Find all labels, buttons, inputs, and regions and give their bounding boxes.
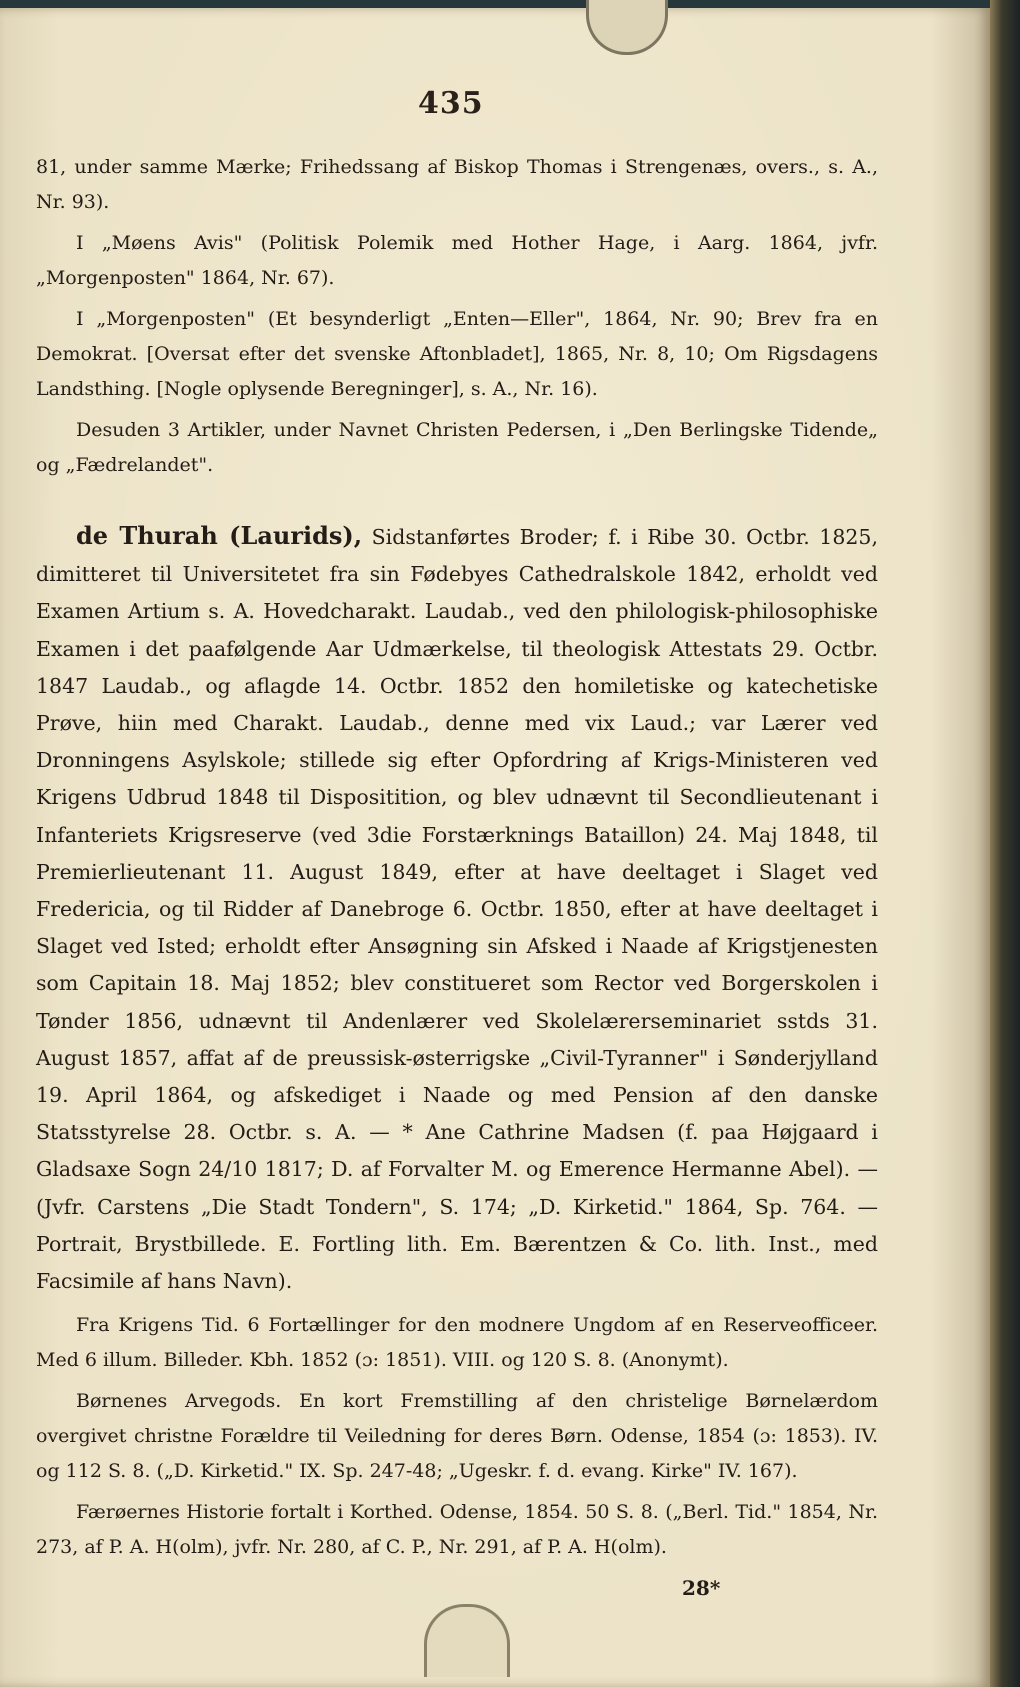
page-number: 435 (418, 86, 484, 121)
paragraph: I „Møens Avis" (Politisk Polemik med Hother Hage, i Aarg. 1864, jvfr. „Morgenposten" 1864, Nr. 67). (36, 232, 878, 289)
work-listing: Børnenes Arvegods. En kort Fremstilling af den christelige Børnelærdom overgivet christne Forældre til Veiledning for deres Børn. Odense, 1854 (ɔ: 1853). IV. og 112 S. 8. („D. Kirketid." IX. Sp. 247-48; „Ugeskr. f. d. evang. Kirke" IV. 167). (36, 1390, 878, 1483)
paragraph: Desuden 3 Artikler, under Navnet Christen Pedersen, i „Den Berlingske Tidende„ og „Fædrelandet". (36, 419, 878, 476)
biography-entry (36, 517, 878, 1300)
page-text (36, 150, 878, 1565)
paragraph: 81, under samme Mærke; Frihedssang af Biskop Thomas i Strengenæs, overs., s. A., Nr. 93). (36, 156, 878, 213)
work-listing: Færøernes Historie fortalt i Korthed. Odense, 1854. 50 S. 8. („Berl. Tid." 1854, Nr. 273, af P. A. H(olm), jvfr. Nr. 280, af C. P., Nr. 291, af P. A. H(olm). (36, 1501, 878, 1559)
paragraph: I „Morgenposten" (Et besynderligt „Enten—Eller", 1864, Nr. 90; Brev fra en Demokrat. [Oversat efter det svenske Aftonbladet], 1865, Nr. 8, 10; Om Rigsdagens Landsthing. [Nogle oplysende Beregninger], s. A., Nr. 16). (36, 308, 878, 400)
work-listing: Fra Krigens Tid. 6 Fortællinger for den modnere Ungdom af en Reserveofficeer. Med 6 illum. Billeder. Kbh. 1852 (ɔ: 1851). VIII. og 120 S. 8. (Anonymt). (36, 1314, 878, 1372)
entry-heading: de Thurah (Laurids), (76, 521, 363, 550)
binding-notch-bottom (424, 1604, 510, 1677)
printer-signature: 28* (682, 1576, 721, 1600)
entry-body: Sidstanførtes Broder; f. i Ribe 30. Octbr. 1825, dimitteret til Universitetet fra sin Fødebyes Cathedralskole 1842, erholdt ved Examen Artium s. A. Hovedcharakt. Laudab., ved den philologisk-philosophiske Examen i det paafølgende Aar Udmærkelse, til theologisk Attestats 29. Octbr. 1847 Laudab., og aflagde 14. Octbr. 1852 den homiletiske og katechetiske Prøve, hiin med Charakt. Laudab., denne med vix Laud.; var Lærer ved Dronningens Asylskole; stillede sig efter Opfordring af Krigs-Ministeren ved Krigens Udbrud 1848 til Dispositition, og blev udnævnt til Secondlieutenant i Infanteriets Krigsreserve (ved 3die Forstærknings Bataillon) 24. Maj 1848, til Premierlieutenant 11. August 1849, efter at have deeltaget i Slaget ved Fredericia, og til Ridder af Danebroge 6. Octbr. 1850, efter at have deeltaget i Slaget ved Isted; erholdt efter Ansøgning sin Afsked i Naade af Krigstjenesten som Capitain 18. Maj 1852; blev constitueret som Rector ved Borgerskolen i Tønder 1856, udnævnt til Andenlærer ved Skolelærerseminariet sstds 31. August 1857, affat af de preussisk-østerrigske „Civil-Tyranner" i Sønderjylland 19. April 1864, og afskediget i Naade og med Pension af den danske Statsstyrelse 28. Octbr. s. A. — * Ane Cathrine Madsen (f. paa Højgaard i Gladsaxe Sogn 24/10 1817; D. af Forvalter M. og Emerence Hermanne Abel). — (Jvfr. Carstens „Die Stadt Tondern", S. 174; „D. Kirketid." 1864, Sp. 764. — Portrait, Brystbillede. E. Fortling lith. Em. Bærentzen & Co. lith. Inst., med Facsimile af hans Navn). (36, 525, 878, 1294)
page-binding-edge (990, 0, 1020, 1687)
